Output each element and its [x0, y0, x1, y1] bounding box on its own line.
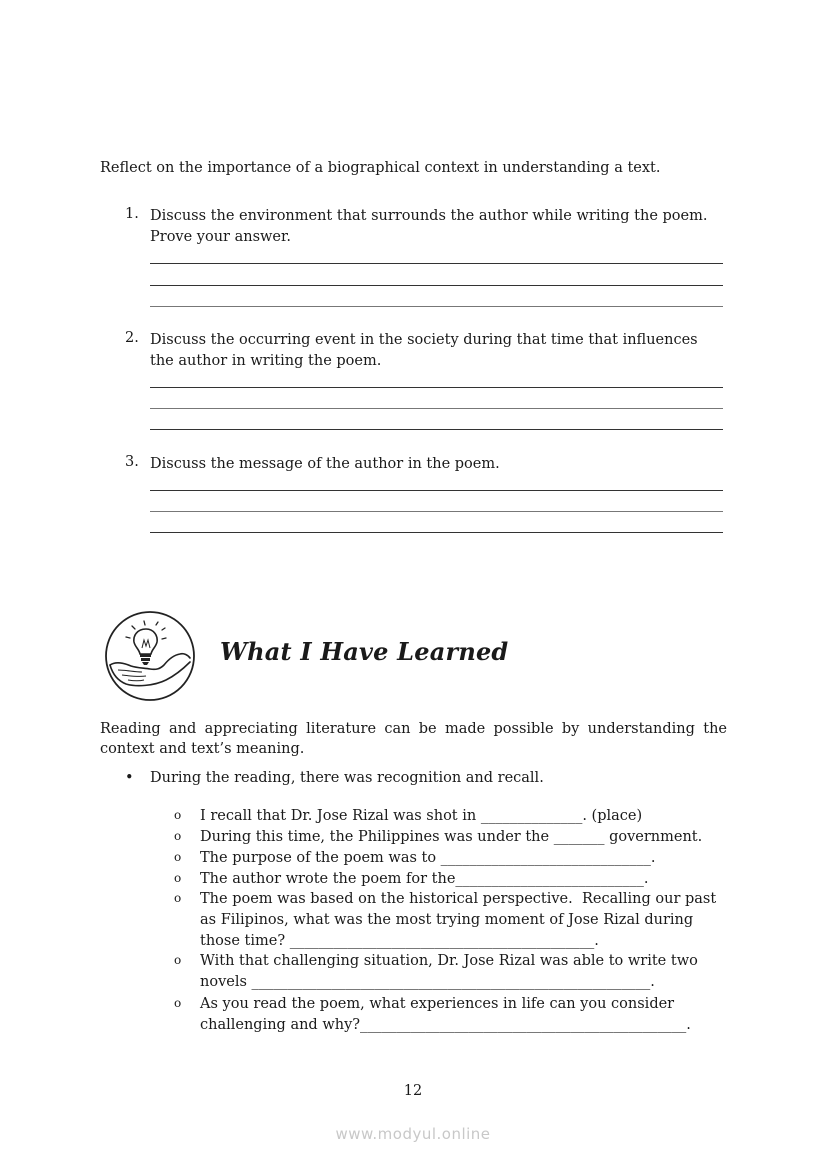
question-number: 2.: [125, 330, 139, 346]
intro-text: Reflect on the importance of a biographical context in understanding a text.: [100, 160, 661, 176]
sub-bullet-symbol: o: [174, 829, 182, 843]
answer-line[interactable]: [150, 408, 723, 409]
answer-line[interactable]: [150, 285, 723, 286]
question-number: 1.: [125, 206, 139, 222]
lightbulb-in-hand-icon: [104, 610, 196, 702]
question-text: Discuss the occurring event in the society during that time that influences the author in writing the poem.: [150, 332, 698, 369]
answer-line[interactable]: [150, 511, 723, 512]
section-title: What I Have Learned: [220, 637, 509, 666]
section-paragraph: Reading and appreciating literature can be made possible by understanding the context and text’s meaning.: [100, 721, 727, 757]
recall-item-text[interactable]: As you read the poem, what experiences in life can you consider challenging and why?_____________________________________________.: [200, 996, 691, 1033]
question-text: Discuss the message of the author in the poem.: [150, 456, 500, 472]
recall-item-text[interactable]: The purpose of the poem was to _____________________________.: [200, 850, 656, 866]
recall-item-text[interactable]: I recall that Dr. Jose Rizal was shot in ______________. (place): [200, 808, 643, 824]
answer-line[interactable]: [150, 532, 723, 533]
page-number: 12: [403, 1083, 423, 1099]
sub-bullet-symbol: o: [174, 850, 182, 864]
answer-line[interactable]: [150, 429, 723, 430]
recall-item-text[interactable]: The poem was based on the historical perspective. Recalling our past as Filipinos, what was the most trying moment of Jose Rizal during those time? __________________________________________.: [200, 891, 721, 949]
answer-line[interactable]: [150, 490, 723, 491]
sub-bullet-symbol: o: [174, 953, 182, 967]
question-text: Discuss the environment that surrounds the author while writing the poem. Prove your answer.: [150, 208, 708, 245]
bullet-symbol: •: [125, 770, 134, 786]
bullet-text: During the reading, there was recognition and recall.: [150, 770, 544, 786]
sub-bullet-symbol: o: [174, 891, 182, 905]
question-number: 3.: [125, 454, 139, 470]
recall-item-text[interactable]: With that challenging situation, Dr. Jose Rizal was able to write two novels _______________________________________________________.: [200, 953, 703, 990]
recall-item-text[interactable]: The author wrote the poem for the__________________________.: [200, 871, 649, 887]
answer-line[interactable]: [150, 306, 723, 307]
watermark: www.modyul.online: [335, 1125, 491, 1143]
sub-bullet-symbol: o: [174, 871, 182, 885]
recall-item-text[interactable]: During this time, the Philippines was under the _______ government.: [200, 829, 703, 845]
sub-bullet-symbol: o: [174, 808, 182, 822]
answer-line[interactable]: [150, 263, 723, 264]
answer-line[interactable]: [150, 387, 723, 388]
sub-bullet-symbol: o: [174, 996, 182, 1010]
